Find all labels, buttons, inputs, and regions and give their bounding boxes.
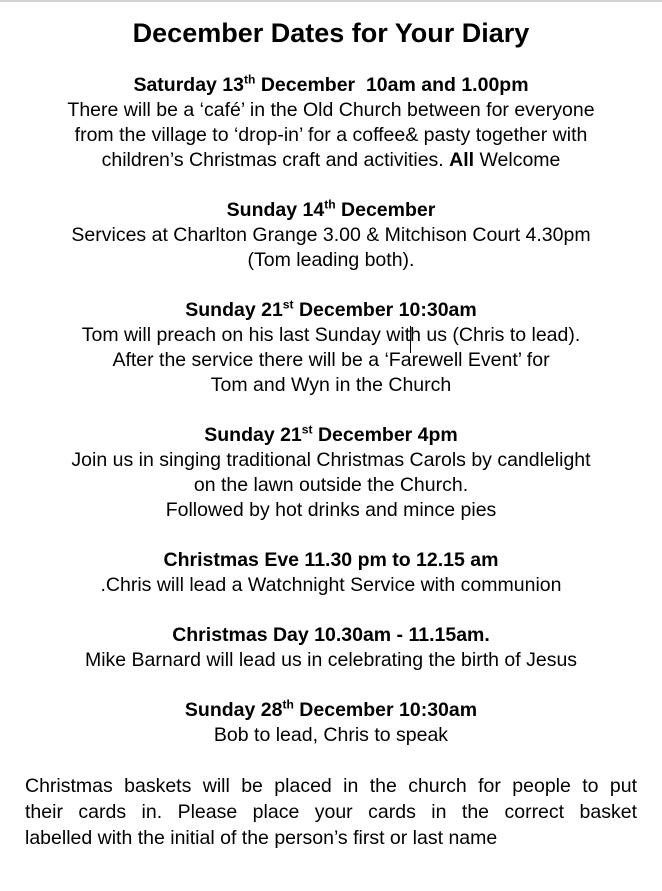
ordinal-suffix: th [244,72,256,87]
text-run: Saturday 13 [133,74,244,96]
notice-line: labelled with the initial of the person’s first or last name [25,827,498,849]
text-run: All [449,149,475,171]
text-run: There will be a ‘café’ in the Old Church between for everyone [67,99,595,121]
event-section [25,298,637,398]
notice-line: Christmas baskets will be placed in the church for people to put [25,775,637,797]
event-heading [25,548,637,573]
event-text-line [25,648,637,673]
event-heading [25,698,637,723]
ordinal-suffix: th [324,197,336,212]
text-run: Services at Charlton Grange 3.00 & Mitchison Court 4.30pm [71,224,591,246]
notice-paragraph [25,773,637,851]
notice-line: their cards in. Please place your cards in the correct basket [25,801,637,823]
text-run: Sunday 21 [185,299,283,321]
text-run: December 10:30am [293,299,477,321]
event-heading [25,198,637,223]
text-run: children’s Christmas craft and activities. [101,149,450,171]
text-run: Tom will preach on his last Sunday wit [81,324,411,346]
event-text-line [25,323,637,348]
event-heading [25,298,637,323]
event-text-line [25,223,637,248]
text-run: Tom and Wyn in the Church [210,374,452,396]
page-title: December Dates for Your Diary [132,18,530,48]
page-top-border [0,0,662,2]
ordinal-suffix: st [301,422,313,437]
event-text-line [25,348,637,373]
text-run: Christmas Day 10.30am - 11.15am. [172,624,490,646]
event-text-line [25,123,637,148]
event-section [25,73,637,173]
text-run: Sunday 14 [226,199,325,221]
ordinal-suffix: st [282,297,294,312]
event-section [25,548,637,598]
text-run: on the lawn outside the Church. [193,474,469,496]
text-run: After the service there will be a ‘Farewell Event’ for [112,349,550,371]
event-section [25,623,637,673]
text-run: from the village to ‘drop-in’ for a coffee& pasty together with [74,124,588,146]
event-text-line [25,448,637,473]
event-text-line [25,148,637,173]
text-run: December [335,199,436,221]
ordinal-suffix: th [282,697,294,712]
text-run: Join us in singing traditional Christmas Carols by candlelight [71,449,591,471]
text-run: Sunday 21 [204,424,302,446]
text-run: Sunday 28 [184,699,283,721]
text-run: .Chris will lead a Watchnight Service with communion [100,574,562,596]
event-text-line [25,573,637,598]
text-run: Mike Barnard will lead us in celebrating the birth of Jesus [84,649,578,671]
event-section [25,423,637,523]
text-run: Followed by hot drinks and mince pies [165,499,497,521]
event-heading [25,623,637,648]
text-run: December 10am and 1.00pm [255,74,529,96]
event-text-line [25,473,637,498]
event-text-line [25,723,637,748]
text-run: Welcome [474,149,561,171]
text-run: December 4pm [312,424,458,446]
event-text-line [25,498,637,523]
event-text-line [25,373,637,398]
text-run: h us (Chris to lead). [410,324,581,346]
event-text-line [25,248,637,273]
event-section [25,198,637,273]
event-heading [25,73,637,98]
event-heading [25,423,637,448]
event-text-line [25,98,637,123]
document-content [0,18,662,851]
text-run: Bob to lead, Chris to speak [213,724,449,746]
text-run: December 10:30am [293,699,478,721]
event-section [25,698,637,748]
text-run: Christmas Eve 11.30 pm to 12.15 am [163,549,499,571]
events-list [25,73,637,748]
text-run: (Tom leading both). [247,249,415,271]
